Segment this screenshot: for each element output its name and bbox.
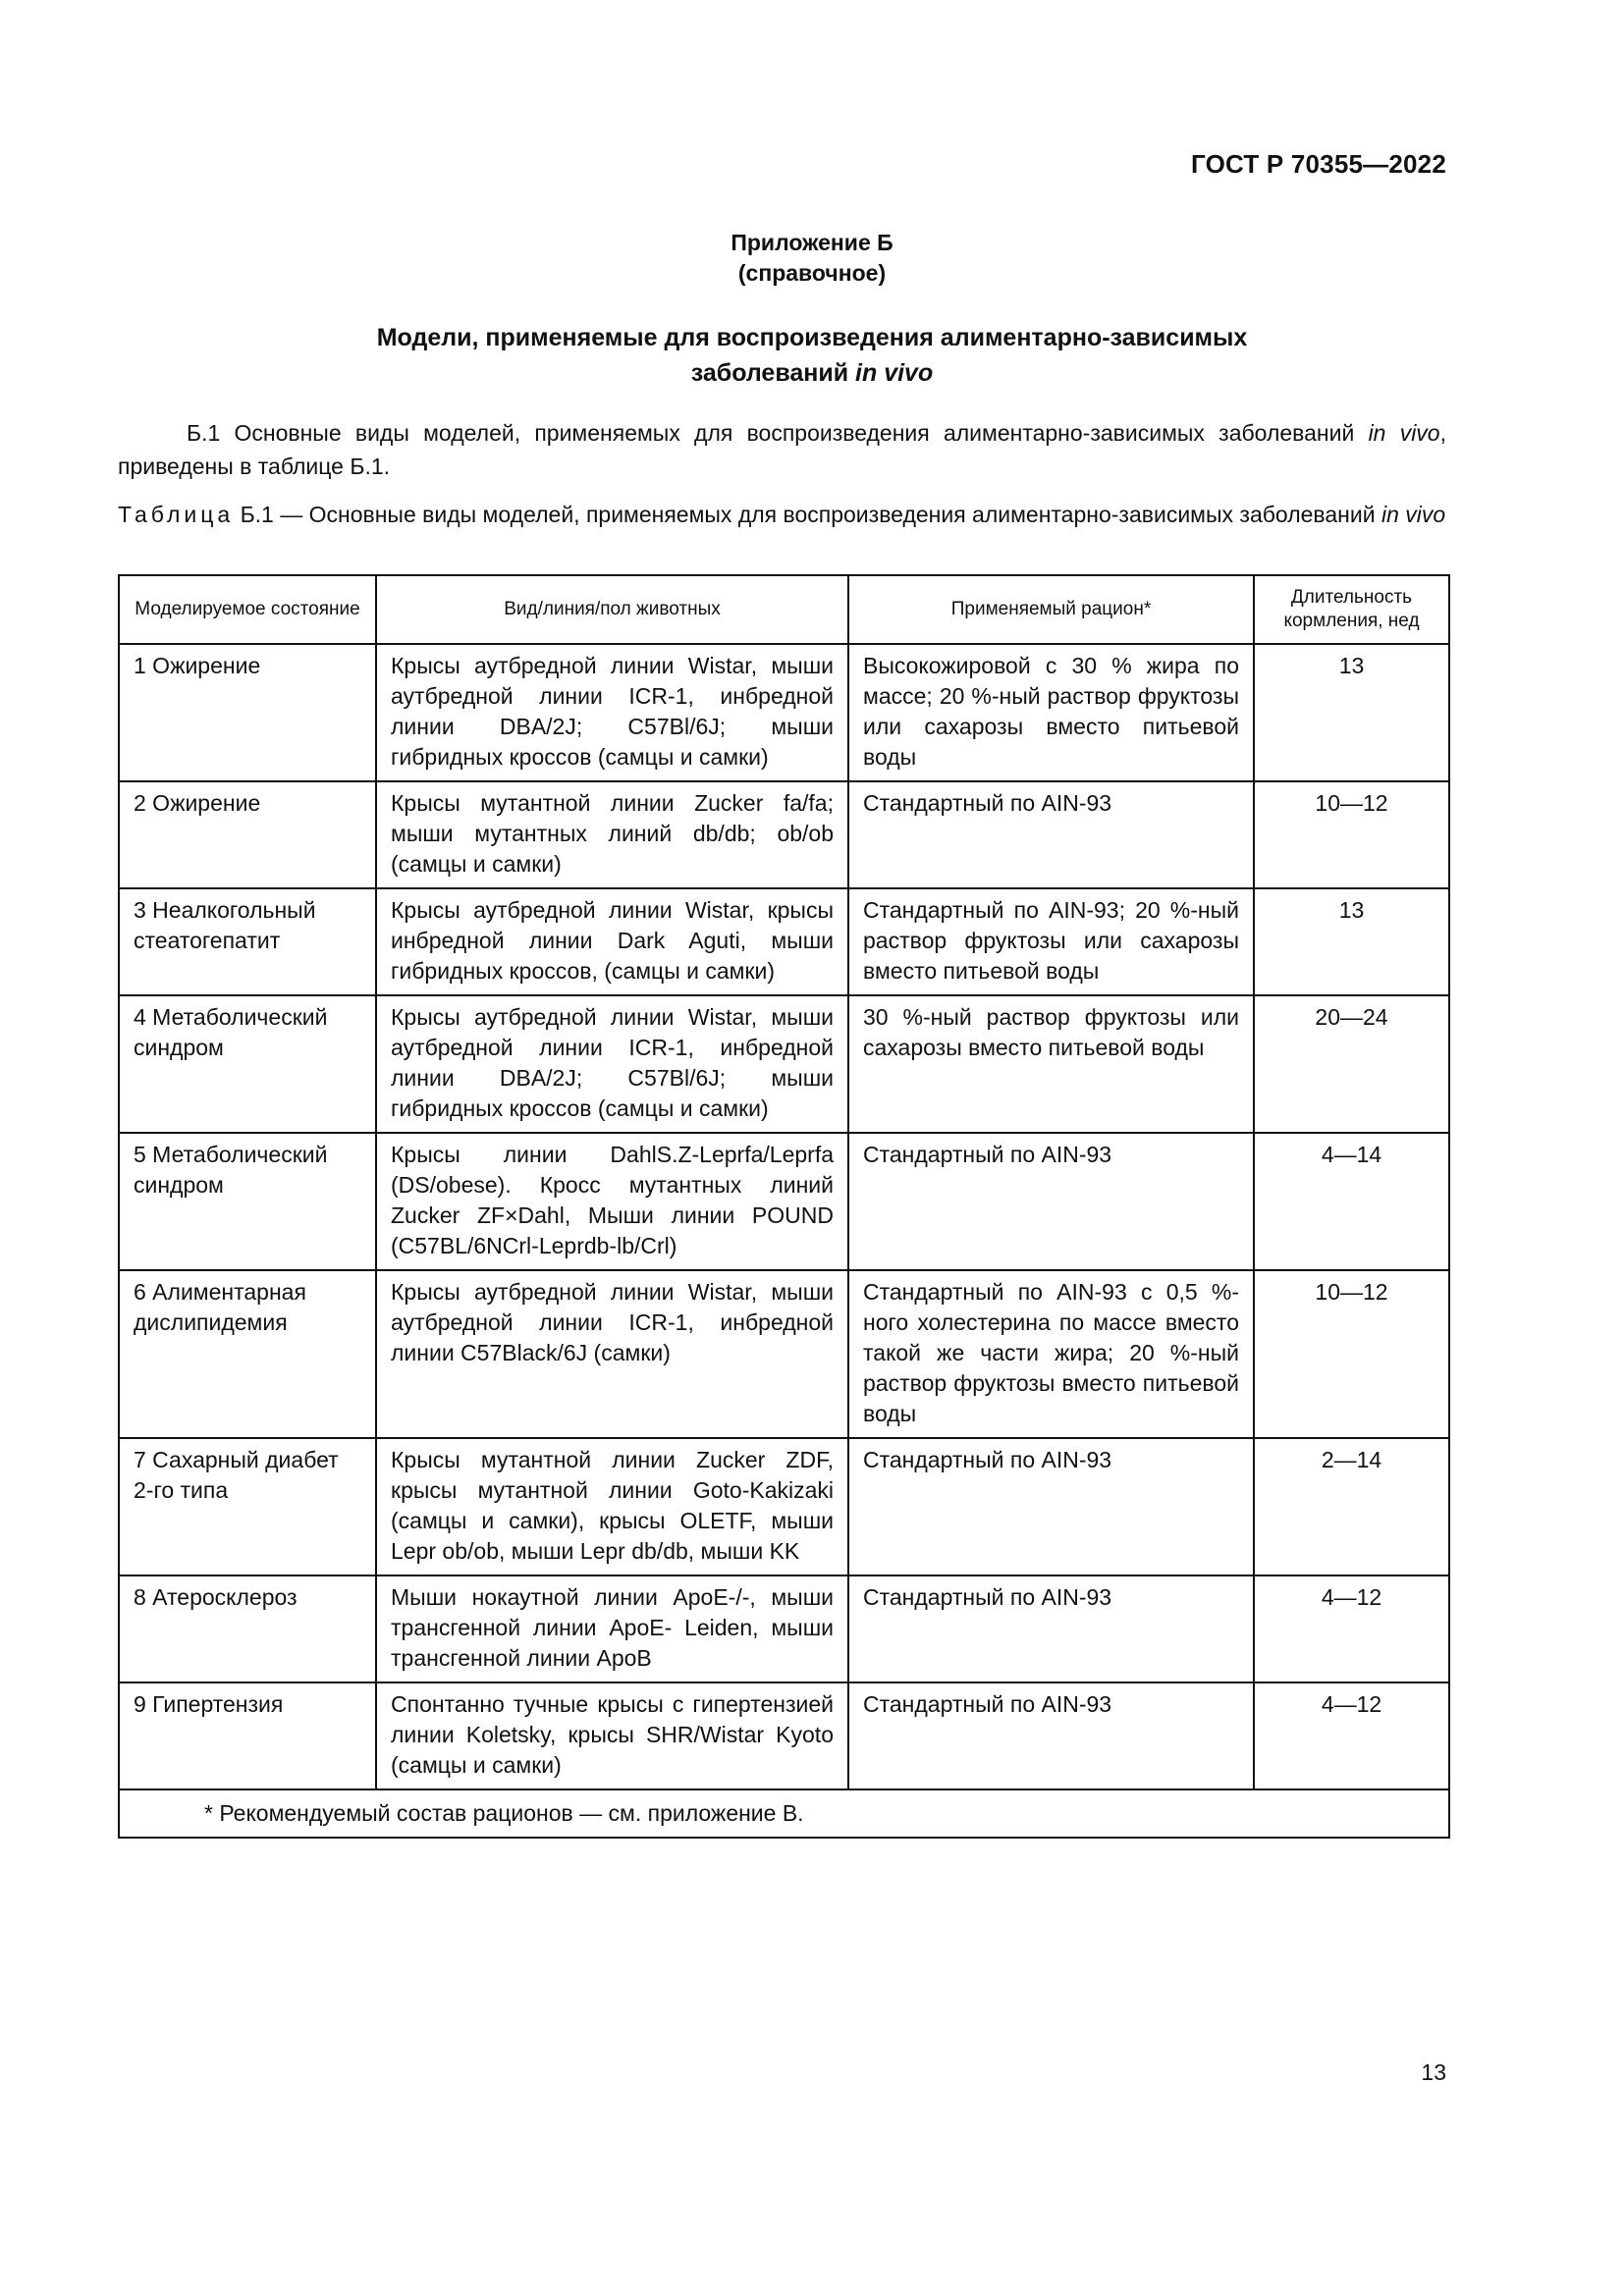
- cell-duration: 10—12: [1254, 1270, 1449, 1438]
- cell-animals: Крысы аутбредной линии Wistar, мыши аутбредной линии ICR-1, инбредной линии DBA/2J; C57Bl/6J; мыши гибридных кроссов (самцы и самки): [376, 995, 848, 1133]
- cell-duration: 13: [1254, 888, 1449, 995]
- header-diet: Применяемый рацион*: [848, 575, 1254, 644]
- intro-paragraph: [118, 416, 1446, 483]
- cell-diet: Стандартный по AIN-93: [848, 781, 1254, 888]
- annex-heading-line1: Модели, применяемые для воспроизведения алиментарно-зависимых: [376, 324, 1248, 351]
- cell-diet: 30 %-ный раствор фруктозы или сахарозы вместо питьевой воды: [848, 995, 1254, 1133]
- cell-animals: Крысы аутбредной линии Wistar, мыши аутбредной линии ICR-1, инбредной линии C57Black/6J (самки): [376, 1270, 848, 1438]
- cell-duration: 10—12: [1254, 781, 1449, 888]
- table-footnote-row: [119, 1789, 1449, 1838]
- table-row: [119, 1133, 1449, 1270]
- cell-duration: 2—14: [1254, 1438, 1449, 1575]
- cell-diet: Стандартный по AIN-93: [848, 1438, 1254, 1575]
- intro-paragraph-italic: in vivo: [1368, 420, 1440, 446]
- table-header-row: [119, 575, 1449, 644]
- table-row: [119, 1682, 1449, 1789]
- cell-diet: Высокожировой с 30 % жира по массе; 20 %-ный раствор фруктозы или сахарозы вместо питьевой воды: [848, 644, 1254, 781]
- cell-diet: Стандартный по AIN-93 с 0,5 %-ного холестерина по массе вместо такой же части жира; 20 %-ный раствор фруктозы вместо питьевой воды: [848, 1270, 1254, 1438]
- intro-paragraph-part2: , приведены в таблице Б.1.: [118, 420, 1446, 479]
- cell-animals: Крысы аутбредной линии Wistar, мыши аутбредной линии ICR-1, инбредной линии DBA/2J; C57Bl/6J; мыши гибридных кроссов (самцы и самки): [376, 644, 848, 781]
- table-row: [119, 644, 1449, 781]
- cell-condition: 2 Ожирение: [119, 781, 376, 888]
- cell-condition: 7 Сахарный диабет 2-го типа: [119, 1438, 376, 1575]
- cell-duration: 13: [1254, 644, 1449, 781]
- table-row: [119, 1270, 1449, 1438]
- header-condition: Моделируемое состояние: [119, 575, 376, 644]
- cell-condition: 9 Гипертензия: [119, 1682, 376, 1789]
- cell-condition: 6 Алиментарная дислипидемия: [119, 1270, 376, 1438]
- cell-condition: 3 Неалкогольный стеатогепатит: [119, 888, 376, 995]
- header-duration: Длительность кормления, нед: [1254, 575, 1449, 644]
- cell-animals: Мыши нокаутной линии ApoE-/-, мыши трансгенной линии ApoE- Leiden, мыши трансгенной линии ApoB: [376, 1575, 848, 1682]
- table-caption: [118, 499, 1446, 530]
- standard-number: ГОСТ Р 70355—2022: [1191, 149, 1446, 179]
- header-animals: Вид/линия/пол животных: [376, 575, 848, 644]
- table-footnote: * Рекомендуемый состав рационов — см. приложение В.: [119, 1789, 1449, 1838]
- cell-diet: Стандартный по AIN-93: [848, 1575, 1254, 1682]
- annex-kind: (справочное): [737, 260, 887, 286]
- table-caption-text: Б.1 — Основные виды моделей, применяемых для воспроизведения алиментарно-зависимых заболеваний: [234, 502, 1381, 527]
- annex-title: Приложение Б: [731, 230, 893, 255]
- cell-animals: Крысы мутантной линии Zucker fa/fa; мыши мутантных линий db/db; ob/ob (самцы и самки): [376, 781, 848, 888]
- cell-condition: 5 Метаболический синдром: [119, 1133, 376, 1270]
- table-caption-italic: in vivo: [1380, 502, 1446, 527]
- table-row: [119, 1438, 1449, 1575]
- models-table: [118, 574, 1450, 1839]
- cell-duration: 4—12: [1254, 1682, 1449, 1789]
- cell-diet: Стандартный по AIN-93; 20 %-ный раствор фруктозы или сахарозы вместо питьевой воды: [848, 888, 1254, 995]
- annex-heading-line2: заболеваний: [690, 359, 856, 387]
- cell-duration: 4—14: [1254, 1133, 1449, 1270]
- annex-heading-italic: in vivo: [855, 359, 934, 387]
- table-row: [119, 888, 1449, 995]
- cell-condition: 4 Метаболический синдром: [119, 995, 376, 1133]
- cell-duration: 20—24: [1254, 995, 1449, 1133]
- intro-paragraph-part1: Б.1 Основные виды моделей, применяемых для воспроизведения алиментарно-зависимых заболеваний: [187, 420, 1369, 446]
- cell-diet: Стандартный по AIN-93: [848, 1133, 1254, 1270]
- cell-animals: Крысы мутантной линии Zucker ZDF, крысы мутантной линии Goto-Kakizaki (самцы и самки), крысы OLETF, мыши Lepr ob/ob, мыши Lepr db/db, мыши KK: [376, 1438, 848, 1575]
- cell-animals: Спонтанно тучные крысы с гипертензией линии Koletsky, крысы SHR/Wistar Kyoto (самцы и самки): [376, 1682, 848, 1789]
- table-row: [119, 781, 1449, 888]
- table-row: [119, 995, 1449, 1133]
- table-caption-label: Таблица: [118, 502, 235, 527]
- annex-heading: [236, 320, 1388, 391]
- cell-diet: Стандартный по AIN-93: [848, 1682, 1254, 1789]
- cell-duration: 4—12: [1254, 1575, 1449, 1682]
- page-number: 13: [1421, 2059, 1446, 2085]
- cell-condition: 1 Ожирение: [119, 644, 376, 781]
- cell-animals: Крысы линии DahlS.Z-Leprfa/Leprfa (DS/obese). Кросс мутантных линий Zucker ZF×Dahl, Мыши линии POUND (C57BL/6NCrl-Leprdb-lb/Crl): [376, 1133, 848, 1270]
- cell-animals: Крысы аутбредной линии Wistar, крысы инбредной линии Dark Aguti, мыши гибридных кроссов, (самцы и самки): [376, 888, 848, 995]
- table-row: [119, 1575, 1449, 1682]
- cell-condition: 8 Атеросклероз: [119, 1575, 376, 1682]
